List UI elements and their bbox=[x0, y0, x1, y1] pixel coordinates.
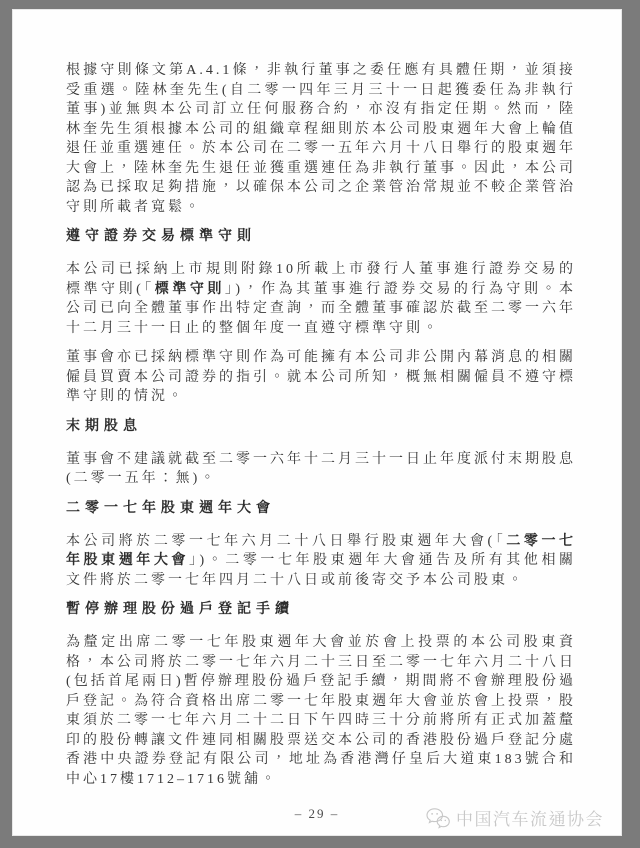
defined-term-model-code: 標準守則 bbox=[154, 281, 225, 297]
document-page bbox=[12, 9, 622, 836]
document-content bbox=[12, 9, 622, 789]
section-heading-closure-of-register: 暫停辦理股份過戶登記手續 bbox=[66, 602, 294, 617]
wechat-icon bbox=[425, 807, 451, 829]
defined-term-agm-2017: 二零一七年股東週年大會 bbox=[66, 533, 577, 568]
paragraph-text: 」)。二零一七年股東週年大會通告及所有其他相關文件將於二零一七年四月二十八日或前後寄交予本公司股東。 bbox=[66, 553, 577, 588]
section-heading-final-dividend: 末期股息 bbox=[66, 418, 142, 434]
section-dividend-paragraph: 董事會不建議就截至二零一六年十二月三十一日止年度派付末期股息(二零一五年：無)。 bbox=[66, 451, 576, 486]
paragraph-text: 」)，作為其董事進行證券交易的行為守則。本公司已向全體董事作出特定查詢，而全體董事確認於截至二零一六年十二月三十一日止的整個年度一直遵守標準守則。 bbox=[66, 281, 576, 336]
watermark-label: 中国汽车流通协会 bbox=[456, 810, 604, 829]
page-number: – 29 – bbox=[294, 806, 340, 821]
section-agm-paragraph bbox=[66, 532, 576, 591]
paragraph-text: 本公司已採納上市規則附錄10所載上市發行人董事進行證券交易的標準守則(「 bbox=[66, 262, 576, 297]
paragraph-text: 本公司將於二零一七年六月二十八日舉行股東週年大會(「 bbox=[66, 533, 507, 549]
section-closure-paragraph: 為釐定出席二零一七年股東週年大會並於會上投票的本公司股東資格，本公司將於二零一七年六月二十三日至二零一七年六月二十八日(包括首尾兩日)暫停辦理股份過戶登記手續，期間將不會辦理股份過戶登記。為符合資格出席二零一七年股東週年大會並於會上投票，股東須於二零一七年六月二十二日下午四時三十分前將所有正式加蓋釐印的股份轉讓文件連同相關股票送交本公司的香港股份過戶登記分處香港中央證券登記有限公司，地址為香港灣仔皇后大道東183號合和中心17樓1712–1716號舖。 bbox=[66, 635, 576, 787]
section-securities-paragraph-2: 董事會亦已採納標準守則作為可能擁有本公司非公開內幕消息的相關僱員買賣本公司證券的指引。就本公司所知，概無相關僱員不遵守標準守則的情況。 bbox=[66, 350, 576, 404]
section-heading-securities-code: 遵守證券交易標準守則 bbox=[66, 229, 256, 244]
watermark bbox=[425, 805, 604, 830]
section-heading-agm-2017: 二零一七年股東週年大會 bbox=[66, 500, 275, 516]
intro-paragraph: 根據守則條文第A.4.1條，非執行董事之委任應有具體任期，並須接受重選。陸林奎先生(自二零一四年三月三十一日起獲委任為非執行董事)並無與本公司訂立任何服務合約，亦沒有指定任期。然而，陸林奎先生須根據本公司的組織章程細則於本公司股東週年大會上輪值退任並重選連任。於本公司在二零一五年六月十八日舉行的股東週年大會上，陸林奎先生退任並獲重選連任為非執行董事。因此，本公司認為已採取足夠措施，以確保本公司之企業管治常規並不較企業管治守則所載者寬鬆。 bbox=[66, 63, 576, 215]
section-securities-paragraph-1 bbox=[66, 260, 576, 338]
